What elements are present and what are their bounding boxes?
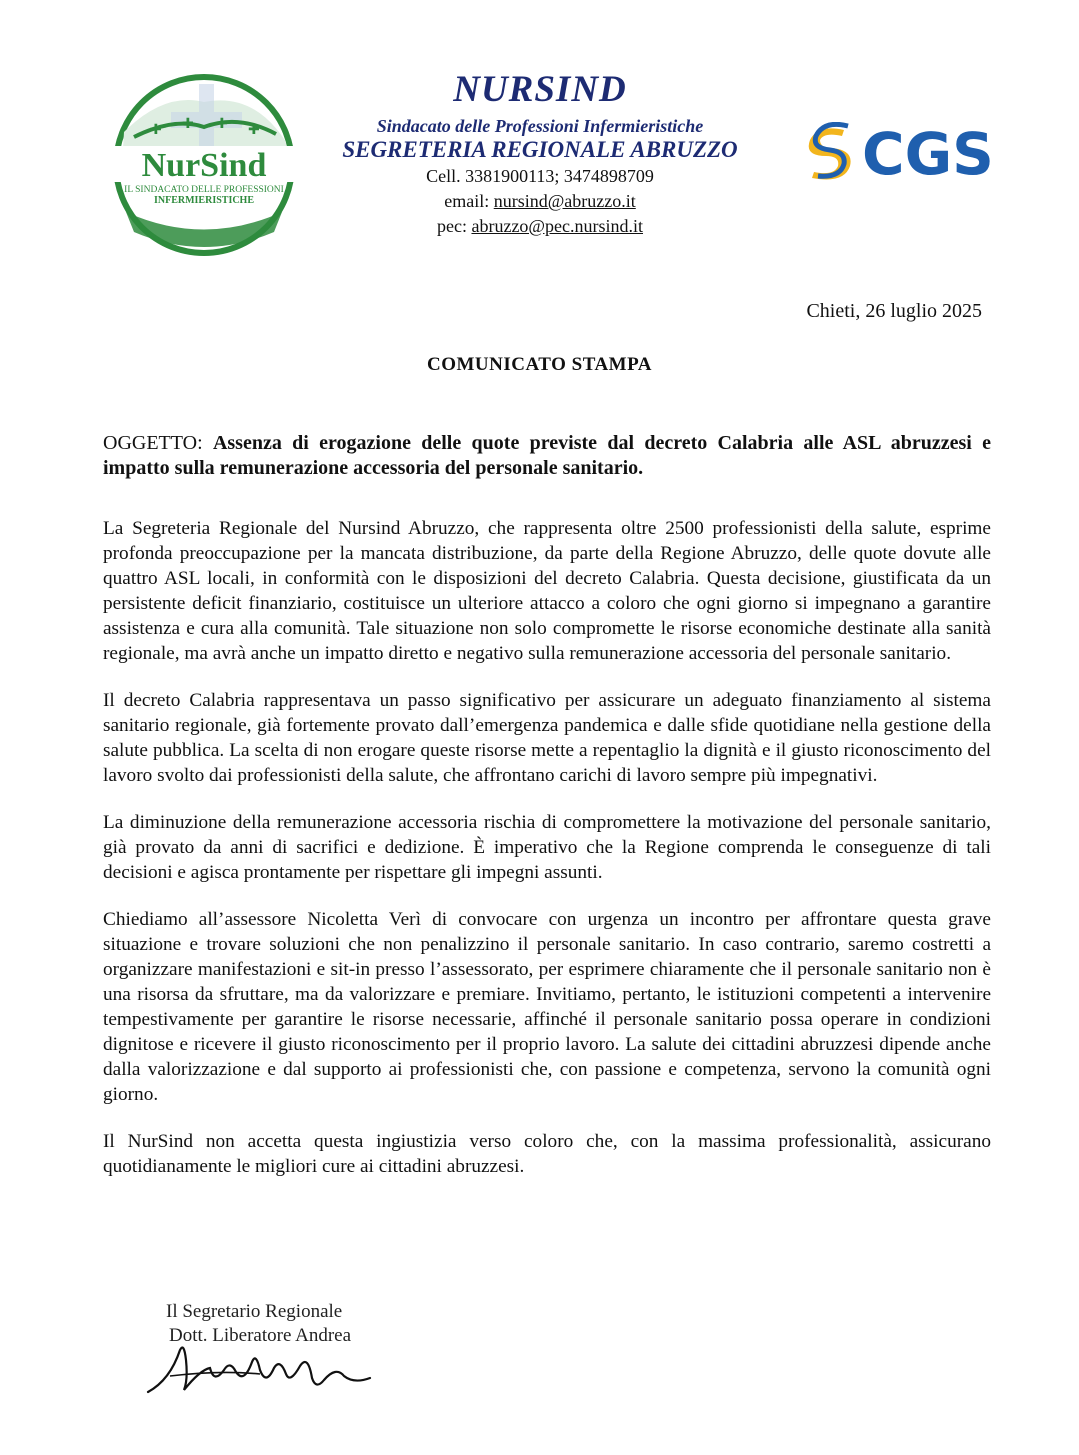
paragraph: Il NurSind non accetta questa ingiustizia verso coloro che, con la massima professionalità, assicurano quotidianamente le migliori cure ai cittadini abruzzesi. bbox=[103, 1131, 991, 1177]
cgs-brand: CGS bbox=[862, 122, 994, 182]
document-heading: COMUNICATO STAMPA bbox=[426, 354, 653, 375]
signer-name: Dott. Liberatore Andrea bbox=[169, 1325, 352, 1346]
svg-text:✚: ✚ bbox=[248, 122, 260, 138]
paragraph: La Segreteria Regionale del Nursind Abruzzo, che rappresenta oltre 2500 professionisti della salute, esprime profonda preoccupazione per la mancata distribuzione, da parte della Regione Abruzzo, delle quote dovute alle quattro ASL locali, in conformità con le disposizioni del decreto Calabria. Questa decisione, giustificata da un persistente deficit finanziario, costituisce un ulteriore attacco a coloro che ogni giorno si impegnano a garantire assistenza e cura alla comunità. Tale situazione non solo compromette le risorse economiche destinate alla sanità regionale, ma avrà anche un impatto diretto e negativo sulla remunerazione accessoria del personale sanitario. bbox=[103, 518, 991, 664]
phone-numbers: Cell. 3381900113; 3474898709 bbox=[426, 166, 654, 186]
paragraph: Il decreto Calabria rappresentava un passo significativo per assicurare un adeguato finanziamento al sistema sanitario regionale, già fortemente provato dall’emergenza pandemica e dalle sfide quotidiane nella gestione della salute pubblica. La scelta di non erogare queste risorse mette a repentaglio la dignità e il giusto riconoscimento del lavoro svolto dai professionisti della salute, che affrontano carichi di lavoro sempre più impegnativi. bbox=[103, 690, 991, 786]
handwritten-signature bbox=[140, 1340, 400, 1400]
signer-role: Il Segretario Regionale bbox=[166, 1301, 343, 1322]
document-date: Chieti, 26 luglio 2025 bbox=[806, 300, 982, 322]
cgs-logo bbox=[804, 122, 1010, 182]
nursind-logo bbox=[104, 72, 304, 258]
logo-brand: NurSind bbox=[141, 147, 267, 184]
svg-text:INFERMIERISTICHE: INFERMIERISTICHE bbox=[153, 195, 255, 206]
letterhead bbox=[300, 70, 780, 239]
subject bbox=[103, 431, 991, 481]
pec-line: pec: abruzzo@pec.nursind.it bbox=[436, 216, 643, 236]
org-title: NURSIND bbox=[453, 69, 627, 110]
segreteria-title: SEGRETERIA REGIONALE ABRUZZO bbox=[342, 137, 738, 162]
svg-text:IL SINDACATO DELLE PROFESSIONI: IL SINDACATO DELLE PROFESSIONI bbox=[124, 185, 284, 195]
svg-text:✚: ✚ bbox=[150, 122, 162, 138]
email-line: email: nursind@abruzzo.it bbox=[444, 191, 636, 211]
email-link[interactable]: nursind@abruzzo.it bbox=[493, 191, 636, 211]
paragraph: Chiediamo all’assessore Nicoletta Verì di convocare con urgenza un incontro per affrontare questa grave situazione e trovare soluzioni che non penalizzino il personale sanitario. In caso contrario, saremo costretti a organizzare manifestazioni e sit-in presso l’assessorato, per esprimere chiaramente che il personale sanitario non è una risorsa da sfruttare, ma da valorizzare e premiare. Invitiamo, pertanto, le istituzioni competenti a intervenire tempestivamente per garantire le risorse necessarie, affinché il personale sanitario possa operare in condizioni dignitose e ricevere il giusto riconoscimento per il proprio lavoro. La salute dei cittadini abruzzesi dipende anche dalla valorizzazione e dal supporto ai professionisti che, con passione e competenza, servono la comunità ogni giorno. bbox=[103, 909, 991, 1105]
subject-text: Assenza di erogazione delle quote previste dal decreto Calabria alle ASL abruzzesi e impatto sulla remunerazione accessoria del personale sanitario. bbox=[103, 432, 992, 479]
pec-link[interactable]: abruzzo@pec.nursind.it bbox=[471, 216, 643, 236]
svg-text:✚: ✚ bbox=[216, 116, 228, 132]
paragraph: La diminuzione della remunerazione accessoria rischia di compromettere la motivazione del personale sanitario, già provato da anni di sacrifici e dedizione. È imperativo che la Regione comprenda le conseguenze di tali decisioni e agisca prontamente per rispettare gli impegni assunti. bbox=[103, 812, 991, 883]
svg-text:✚: ✚ bbox=[182, 116, 194, 132]
org-subtitle: Sindacato delle Professioni Infermieristiche bbox=[376, 116, 704, 136]
subject-label: OGGETTO: bbox=[103, 432, 203, 454]
press-release-body bbox=[103, 516, 991, 1201]
